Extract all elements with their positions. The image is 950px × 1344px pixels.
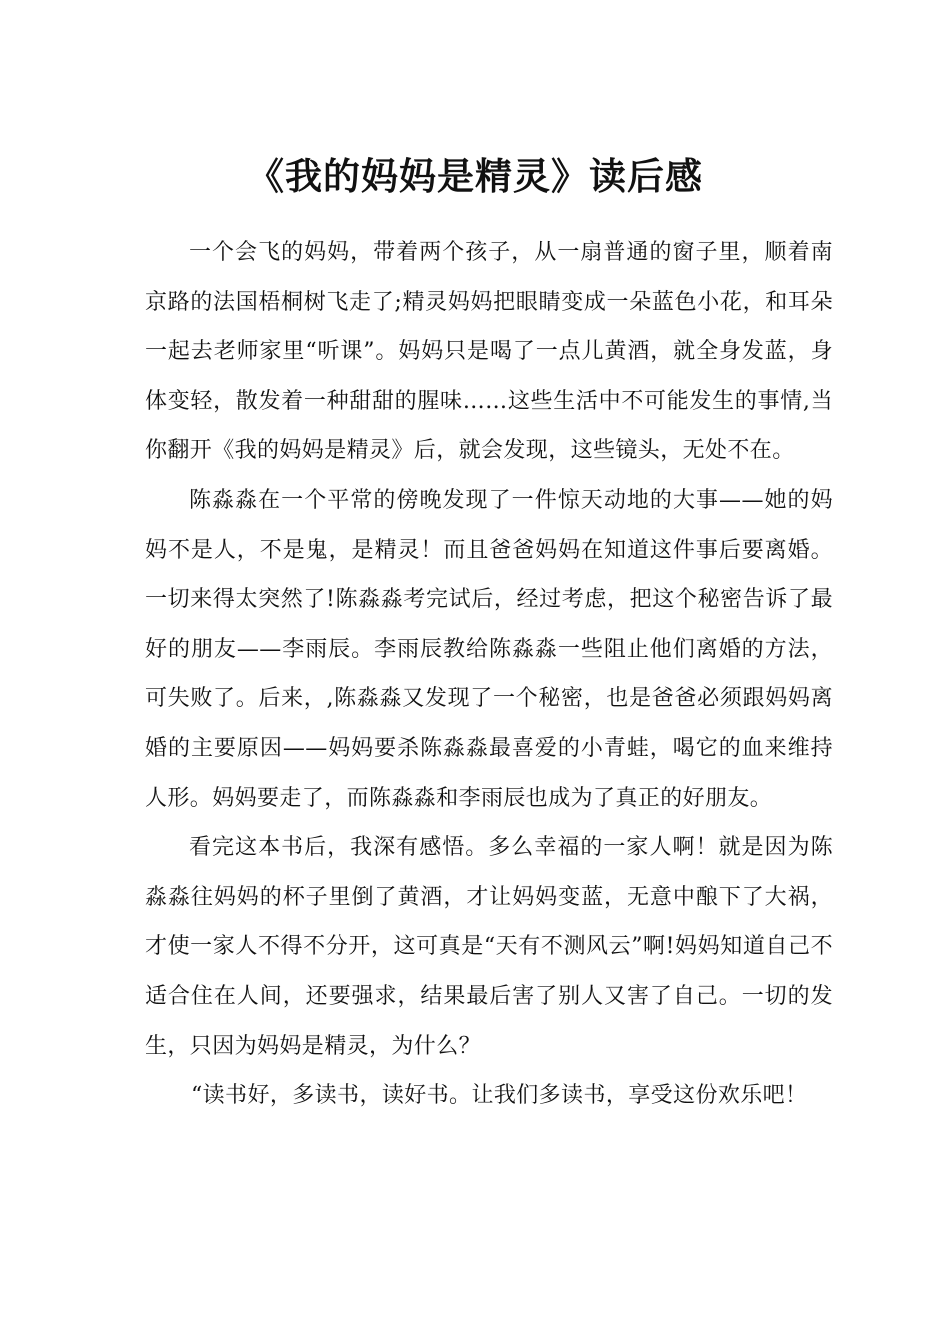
paragraph-2: 陈淼淼在一个平常的傍晚发现了一件惊天动地的大事——她的妈妈不是人，不是鬼，是精灵！而且爸爸妈妈在知道这件事后要离婚。一切来得太突然了!陈淼淼考完试后，经过考虑，把这个秘密告诉了最好的朋友——李雨辰。李雨辰教给陈淼淼一些阻止他们离婚的方法，可失败了。后来，,陈淼淼又发现了一个秘密，也是爸爸必须跟妈妈离婚的主要原因——妈妈要杀陈淼淼最喜爱的小青蛙，喝它的血来维持人形。妈妈要走了，而陈淼淼和李雨辰也成为了真正的好朋友。	[145, 487, 833, 811]
document-body	[145, 228, 833, 1121]
page-title: 《我的妈妈是精灵》读后感	[247, 154, 703, 198]
paragraph-3: 看完这本书后，我深有感悟。多么幸福的一家人啊！就是因为陈淼淼往妈妈的杯子里倒了黄酒，才让妈妈变蓝，无意中酿下了大祸，才使一家人不得不分开，这可真是“天有不测风云”啊!妈妈知道自己不适合住在人间，还要强求，结果最后害了别人又害了自己。一切的发生，只因为妈妈是精灵，为什么？	[145, 835, 833, 1059]
paragraph-1: 一个会飞的妈妈，带着两个孩子，从一扇普通的窗子里，顺着南京路的法国梧桐树飞走了;精灵妈妈把眼睛变成一朵蓝色小花，和耳朵一起去老师家里“听课”。妈妈只是喝了一点儿黄酒，就全身发蓝，身体变轻，散发着一种甜甜的腥味……这些生活中不可能发生的事情,当你翻开《我的妈妈是精灵》后，就会发现，这些镜头，无处不在。	[145, 240, 833, 464]
paragraph-4: “读书好，多读书，读好书。让我们多读书，享受这份欢乐吧！	[191, 1083, 808, 1109]
